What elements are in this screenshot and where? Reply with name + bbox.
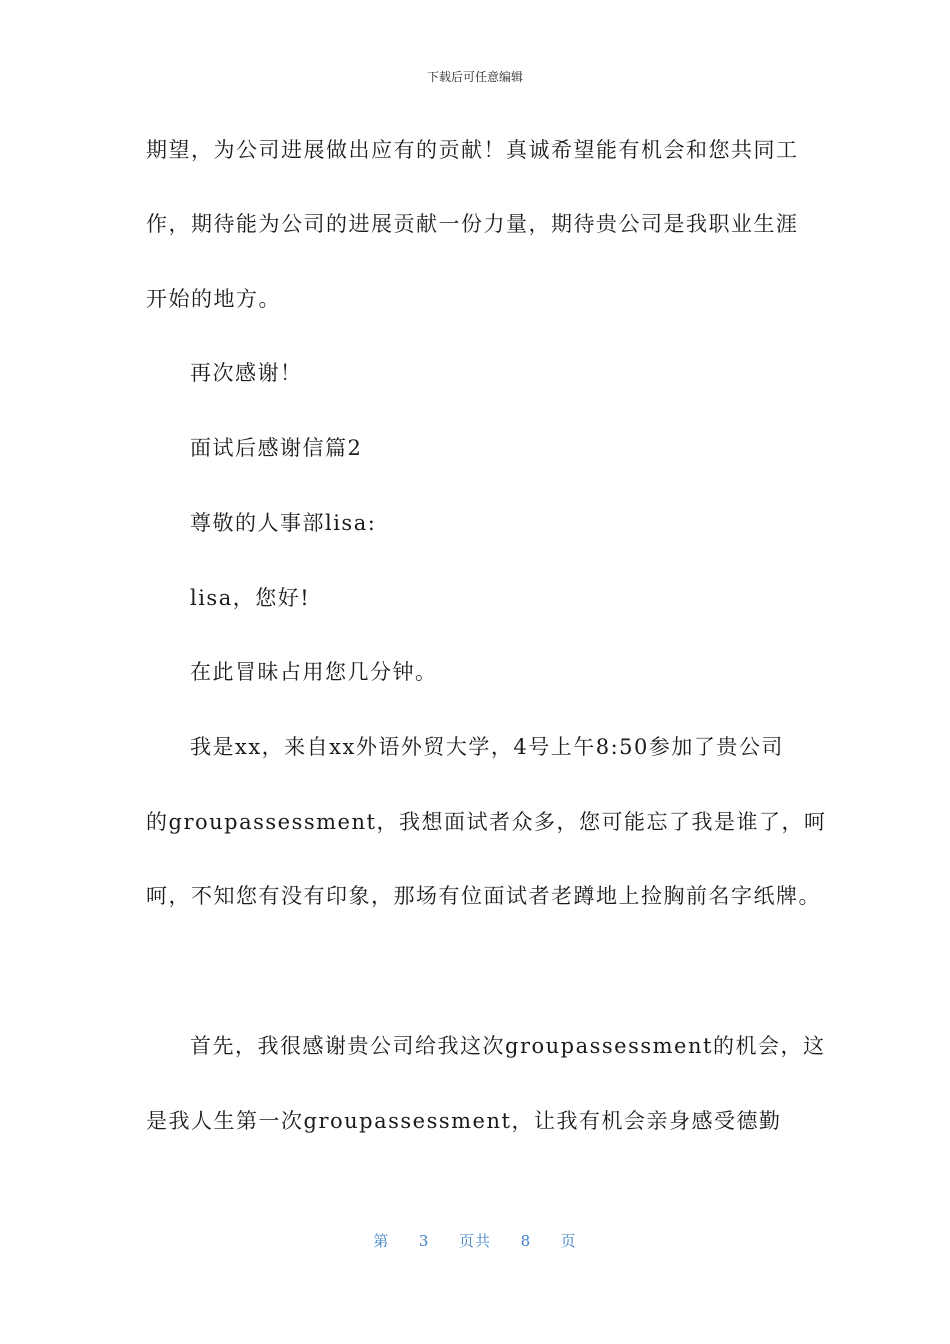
body-line-3: 开始的地方。 [146,287,281,311]
body-line-para3-1: 首先，我很感谢贵公司给我这次groupassessment的机会，这 [190,1034,826,1058]
body-line-para2-1: 我是xx，来自xx外语外贸大学，4号上午8:50参加了贵公司 [190,735,784,759]
page-header: 下载后可任意编辑 [426,70,523,84]
footer-current-page: 3 [418,1232,430,1250]
body-line-intro: 在此冒昧占用您几分钟。 [190,660,438,684]
greeting: lisa，您好! [190,586,311,610]
body-line-1: 期望，为公司进展做出应有的贡献！真诚希望能有机会和您共同工 [146,138,799,162]
footer-page-word: 第 [373,1232,390,1250]
page-footer [0,1230,950,1251]
footer-mid: 页共 [458,1232,491,1250]
body-line-para2-2: 的groupassessment，我想面试者众多，您可能忘了我是谁了，呵 [146,810,827,834]
footer-total-pages: 8 [520,1232,532,1250]
closing-thanks: 再次感谢！ [190,361,303,385]
salutation: 尊敬的人事部lisa: [190,511,377,535]
body-line-para2-3: 呵，不知您有没有印象，那场有位面试者老蹲地上捡胸前名字纸牌。 [146,884,821,908]
body-line-2: 作，期待能为公司的进展贡献一份力量，期待贵公司是我职业生涯 [146,212,799,236]
footer-end: 页 [560,1232,577,1250]
body-line-para3-2: 是我人生第一次groupassessment，让我有机会亲身感受德勤 [146,1109,782,1133]
section-title: 面试后感谢信篇2 [190,436,363,460]
